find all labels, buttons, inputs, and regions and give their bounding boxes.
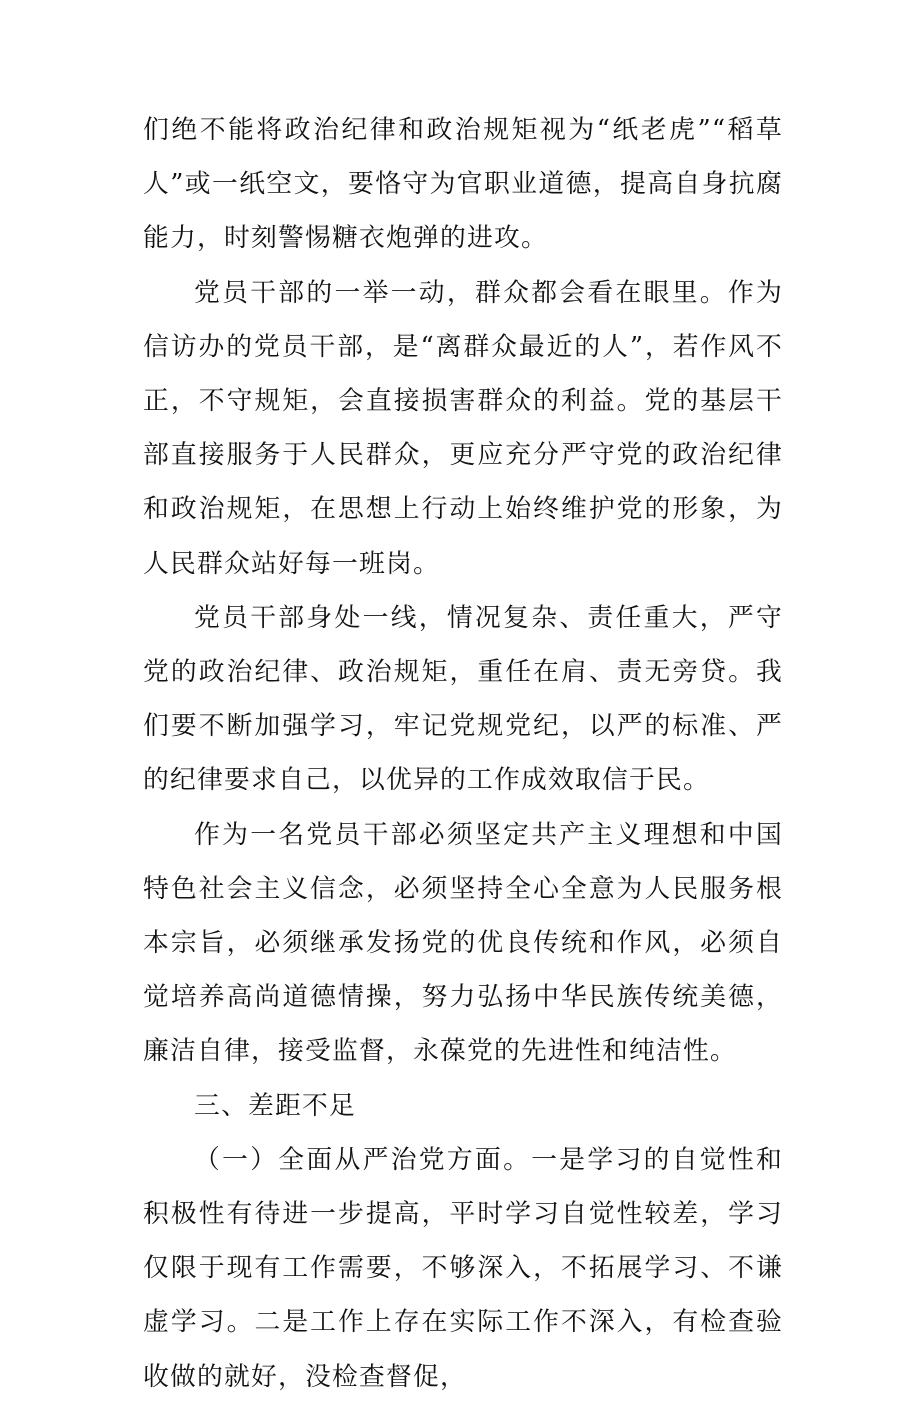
paragraph-party-governance: （一）全面从严治党方面。一是学习的自觉性和积极性有待进一步提高，平时学习自觉性较差，学习仅限于现有工作需要，不够深入，不拓展学习、不谦虚学习。二是工作上存在实际工作不深入，有检查验收做的就好，没检查督促， [143, 1144, 783, 1392]
paragraph-ideals: 作为一名党员干部必须坚定共产主义理想和中国特色社会主义信念，必须坚持全心全意为人民服务根本宗旨，必须继承发扬党的优良传统和作风，必须自觉培养高尚道德情操，努力弘扬中华民族传统美德，廉洁自律，接受监督，永葆党的先进性和纯洁性。 [143, 819, 783, 1067]
document-body [143, 103, 783, 1404]
paragraph-continuation: 们绝不能将政治纪律和政治规矩视为“纸老虎”“稻草人”或一纸空文，要恪守为官职业道德，提高自身抗腐能力，时刻警惕糖衣炮弹的进攻。 [143, 115, 783, 254]
paragraph-frontline: 党员干部身处一线，情况复杂、责任重大，严守党的政治纪律、政治规矩，重任在肩、责无旁贷。我们要不断加强学习，牢记党规党纪，以严的标准、严的纪律要求自己，以优异的工作成效取信于民。 [143, 602, 783, 796]
paragraph-petition-office: 党员干部的一举一动，群众都会看在眼里。作为信访办的党员干部，是“离群众最近的人”，若作风不正，不守规矩，会直接损害群众的利益。党的基层干部直接服务于人民群众，更应充分严守党的政治纪律和政治规矩，在思想上行动上始终维护党的形象，为人民群众站好每一班岗。 [143, 277, 783, 579]
section-heading-shortcomings: 三、差距不足 [194, 1090, 356, 1121]
